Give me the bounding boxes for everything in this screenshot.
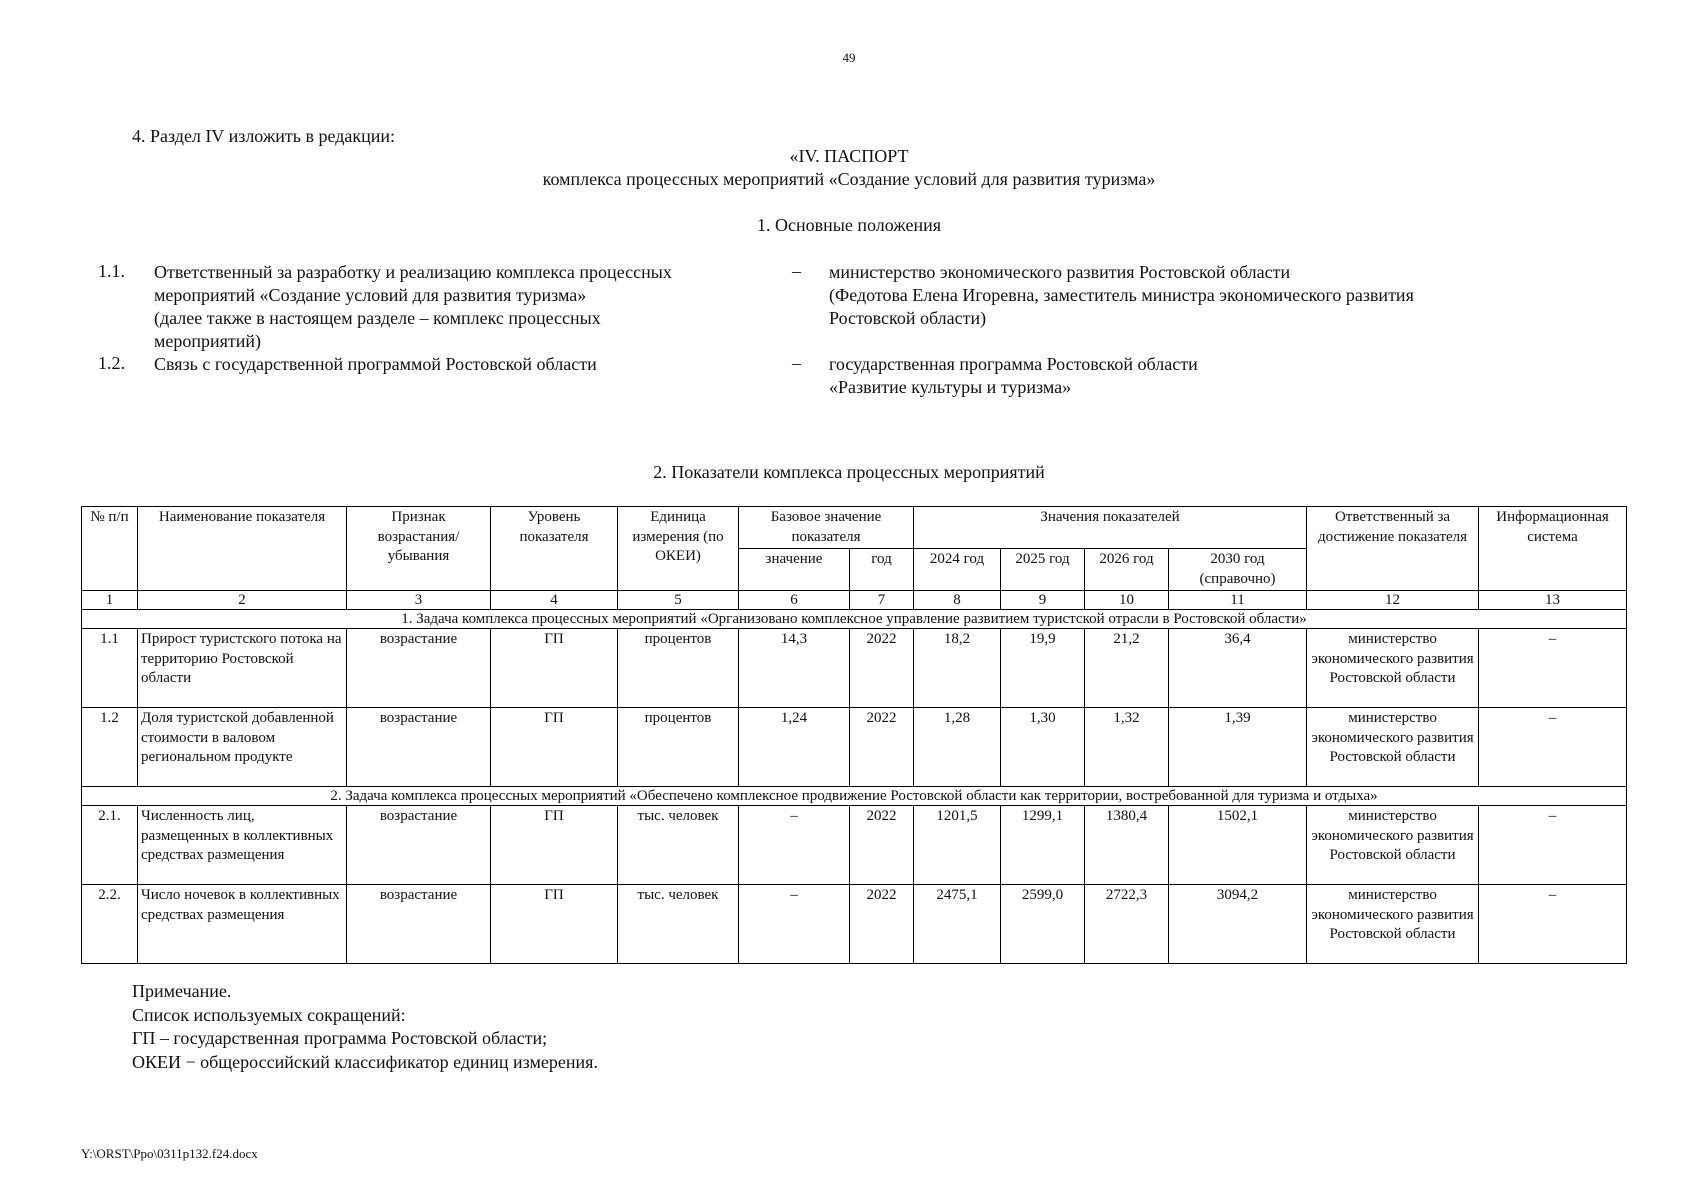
row-2024: 2475,1 [914, 885, 1001, 964]
provision-value-line: государственная программа Ростовской области [829, 354, 1198, 374]
provision-1-2-number: 1.2. [98, 353, 125, 373]
col-number: 13 [1479, 591, 1627, 610]
row-2026: 2722,3 [1085, 885, 1169, 964]
provision-1-1-value [829, 261, 1589, 330]
passport-title: «IV. ПАСПОРТ [789, 146, 909, 166]
provision-1-2-dash: – [792, 353, 801, 373]
col-number: 12 [1307, 591, 1479, 610]
row-2026: 21,2 [1085, 629, 1169, 708]
row-info: – [1479, 629, 1627, 708]
header-level: Уровень показателя [491, 507, 618, 591]
row-num: 2.1. [82, 806, 138, 885]
column-numbers-row [82, 591, 1627, 610]
row-2025: 2599,0 [1001, 885, 1085, 964]
row-2025: 1,30 [1001, 708, 1085, 787]
provision-line: Связь с государственной программой Ростовской области [154, 354, 597, 374]
row-num: 1.2 [82, 708, 138, 787]
passport-subtitle: комплекса процессных мероприятий «Создание условий для развития туризма» [542, 169, 1156, 189]
row-info: – [1479, 806, 1627, 885]
row-base-value: – [739, 885, 850, 964]
header-base-year: год [850, 549, 914, 591]
header-info-system: Информационная система [1479, 507, 1627, 591]
abbreviation-item: ГП – государственная программа Ростовской области; [132, 1028, 548, 1048]
section2-heading: 2. Показатели комплекса процессных мероприятий [653, 462, 1045, 482]
col-number: 8 [914, 591, 1001, 610]
header-responsible: Ответственный за достижение показателя [1307, 507, 1479, 591]
row-trend: возрастание [347, 708, 491, 787]
row-num: 1.1 [82, 629, 138, 708]
header-name: Наименование показателя [138, 507, 347, 591]
header-2025: 2025 год [1001, 549, 1085, 591]
table-header-row [82, 507, 1627, 549]
row-base-year: 2022 [850, 806, 914, 885]
header-trend: Признак возрастания/убывания [347, 507, 491, 591]
col-number: 4 [491, 591, 618, 610]
row-info: – [1479, 708, 1627, 787]
row-name: Число ночевок в коллективных средствах размещения [138, 885, 347, 964]
row-responsible: министерство экономического развития Ростовской области [1307, 708, 1479, 787]
table-row [82, 708, 1627, 787]
row-num: 2.2. [82, 885, 138, 964]
row-trend: возрастание [347, 629, 491, 708]
row-base-year: 2022 [850, 885, 914, 964]
provision-value-line: Ростовской области) [829, 308, 987, 328]
provision-1-2-text [154, 353, 754, 376]
notes-block [132, 980, 598, 1074]
row-responsible: министерство экономического развития Ростовской области [1307, 806, 1479, 885]
row-level: ГП [491, 708, 618, 787]
provision-line: Ответственный за разработку и реализацию комплекса процессных [154, 262, 672, 282]
row-base-value: 14,3 [739, 629, 850, 708]
row-2030: 1502,1 [1169, 806, 1307, 885]
row-responsible: министерство экономического развития Ростовской области [1307, 885, 1479, 964]
row-name: Доля туристской добавленной стоимости в валовом региональном продукте [138, 708, 347, 787]
row-2024: 18,2 [914, 629, 1001, 708]
row-info: – [1479, 885, 1627, 964]
provision-1-1-number: 1.1. [98, 261, 125, 281]
row-base-year: 2022 [850, 708, 914, 787]
row-responsible: министерство экономического развития Ростовской области [1307, 629, 1479, 708]
task-2-title: 2. Задача комплекса процессных мероприятий «Обеспечено комплексное продвижение Ростовской области как территории, востребованной для туризма и отдыха» [82, 787, 1627, 806]
header-2030: 2030 год (справочно) [1169, 549, 1307, 591]
header-2024: 2024 год [914, 549, 1001, 591]
provision-1-1-text [154, 261, 754, 353]
provision-1-1-dash: – [792, 261, 801, 281]
table-row [82, 806, 1627, 885]
row-unit: тыс. человек [618, 885, 739, 964]
row-name: Численность лиц, размещенных в коллективных средствах размещения [138, 806, 347, 885]
header-values: Значения показателей [914, 507, 1307, 549]
page-number: 49 [842, 50, 856, 65]
task-row [82, 787, 1627, 806]
row-base-value: – [739, 806, 850, 885]
indicators-table [81, 506, 1627, 964]
row-2030: 36,4 [1169, 629, 1307, 708]
provision-value-line: «Развитие культуры и туризма» [829, 377, 1072, 397]
row-2025: 19,9 [1001, 629, 1085, 708]
abbreviation-item: ОКЕИ − общероссийский классификатор единиц измерения. [132, 1051, 598, 1072]
col-number: 6 [739, 591, 850, 610]
row-trend: возрастание [347, 885, 491, 964]
file-path-footer: Y:\ORST\Ppo\0311p132.f24.docx [81, 1146, 258, 1161]
col-number: 10 [1085, 591, 1169, 610]
col-number: 11 [1169, 591, 1307, 610]
row-base-year: 2022 [850, 629, 914, 708]
row-2024: 1,28 [914, 708, 1001, 787]
row-unit: тыс. человек [618, 806, 739, 885]
header-unit: Единица измерения (по ОКЕИ) [618, 507, 739, 591]
col-number: 9 [1001, 591, 1085, 610]
task-1-title: 1. Задача комплекса процессных мероприятий «Организовано комплексное управление развитием туристской отрасли в Ростовской области» [82, 610, 1627, 629]
note-heading: Примечание. [132, 981, 232, 1001]
col-number: 3 [347, 591, 491, 610]
table-row [82, 629, 1627, 708]
row-trend: возрастание [347, 806, 491, 885]
provision-line: мероприятий «Создание условий для развития туризма» [154, 285, 587, 305]
task-row [82, 610, 1627, 629]
col-number: 5 [618, 591, 739, 610]
row-2026: 1380,4 [1085, 806, 1169, 885]
row-2024: 1201,5 [914, 806, 1001, 885]
row-2030: 1,39 [1169, 708, 1307, 787]
row-base-value: 1,24 [739, 708, 850, 787]
col-number: 2 [138, 591, 347, 610]
abbreviations-heading: Список используемых сокращений: [132, 1004, 406, 1025]
row-name: Прирост туристского потока на территорию Ростовской области [138, 629, 347, 708]
intro-text: 4. Раздел IV изложить в редакции: [132, 126, 396, 146]
header-base-value: значение [739, 549, 850, 591]
header-num: № п/п [82, 507, 138, 591]
provision-line: мероприятий) [154, 331, 262, 351]
row-2030: 3094,2 [1169, 885, 1307, 964]
header-base: Базовое значение показателя [739, 507, 914, 549]
provision-value-line: (Федотова Елена Игоревна, заместитель министра экономического развития [829, 285, 1414, 305]
section1-heading: 1. Основные положения [757, 215, 941, 235]
header-2026: 2026 год [1085, 549, 1169, 591]
provision-value-line: министерство экономического развития Ростовской области [829, 262, 1291, 282]
col-number: 1 [82, 591, 138, 610]
col-number: 7 [850, 591, 914, 610]
row-unit: процентов [618, 708, 739, 787]
row-2026: 1,32 [1085, 708, 1169, 787]
table-row [82, 885, 1627, 964]
row-level: ГП [491, 806, 618, 885]
row-2025: 1299,1 [1001, 806, 1085, 885]
provision-1-2-value [829, 353, 1589, 399]
row-level: ГП [491, 629, 618, 708]
row-level: ГП [491, 885, 618, 964]
provision-line: (далее также в настоящем разделе – комплекс процессных [154, 308, 601, 328]
row-unit: процентов [618, 629, 739, 708]
